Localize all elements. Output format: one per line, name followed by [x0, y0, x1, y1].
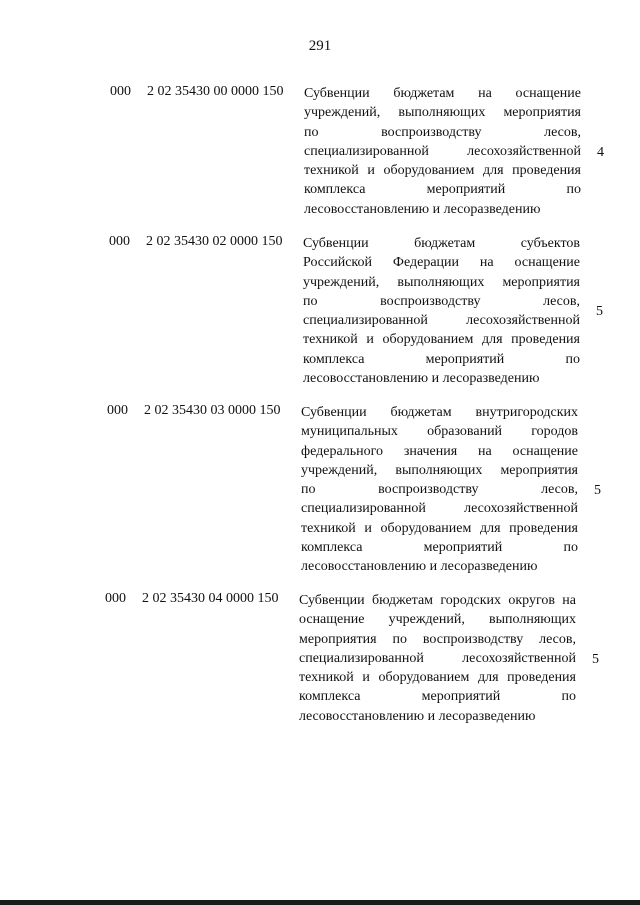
description-line: комплекса мероприятий по — [303, 351, 580, 367]
classification-code: 2 02 35430 00 0000 150 — [147, 84, 284, 99]
description-line: муниципальных образований городов — [301, 424, 578, 440]
description-line: оснащение учреждений, выполняющих — [299, 612, 576, 628]
row-description — [303, 234, 580, 388]
description-line: комплекса мероприятий по — [299, 689, 576, 705]
description-line: Субвенции бюджетам на оснащение — [304, 86, 581, 101]
page-number: 291 — [308, 38, 332, 54]
row-value: 5 — [594, 483, 601, 498]
description-line: федерального значения на оснащение — [301, 443, 578, 459]
description-line: мероприятия по воспроизводству лесов, — [299, 631, 576, 647]
classification-code: 2 02 35430 02 0000 150 — [146, 234, 283, 249]
description-line: специализированной лесохозяйственной — [303, 313, 580, 329]
description-line: специализированной лесохозяйственной — [301, 501, 578, 517]
description-line: Субвенции бюджетам городских округов на — [299, 593, 576, 608]
description-line: учреждений, выполняющих мероприятия — [301, 462, 578, 478]
description-line: лесовосстановлению и лесоразведению — [299, 708, 536, 724]
description-line: Субвенции бюджетам субъектов — [303, 236, 580, 251]
description-line: Субвенции бюджетам внутригородских — [301, 405, 578, 420]
classification-code: 2 02 35430 04 0000 150 — [142, 591, 279, 606]
description-line: лесовосстановлению и лесоразведению — [304, 201, 541, 217]
description-line: специализированной лесохозяйственной — [304, 143, 581, 159]
description-line: техникой и оборудованием для проведения — [299, 670, 576, 686]
row-value: 5 — [596, 304, 603, 319]
description-line: по воспроизводству лесов, — [301, 482, 578, 498]
description-line: техникой и оборудованием для проведения — [304, 163, 581, 179]
admin-code: 000 — [109, 234, 130, 249]
description-line: техникой и оборудованием для проведения — [303, 332, 580, 348]
description-line: по воспроизводству лесов, — [304, 124, 581, 140]
row-description — [304, 84, 581, 219]
description-line: Российской Федерации на оснащение — [303, 255, 580, 271]
admin-code: 000 — [107, 403, 128, 418]
classification-code: 2 02 35430 03 0000 150 — [144, 403, 281, 418]
description-line: учреждений, выполняющих мероприятия — [303, 274, 580, 290]
description-line: техникой и оборудованием для проведения — [301, 520, 578, 536]
description-line: специализированной лесохозяйственной — [299, 650, 576, 666]
admin-code: 000 — [110, 84, 131, 99]
row-value: 5 — [592, 652, 599, 667]
description-line: по воспроизводству лесов, — [303, 293, 580, 309]
row-description — [301, 403, 578, 577]
row-description — [299, 591, 576, 726]
scan-bottom-edge — [0, 900, 640, 905]
description-line: комплекса мероприятий по — [301, 540, 578, 556]
description-line: лесовосстановлению и лесоразведению — [301, 559, 538, 575]
description-line: лесовосстановлению и лесоразведению — [303, 371, 540, 387]
row-value: 4 — [597, 145, 604, 160]
description-line: учреждений, выполняющих мероприятия — [304, 105, 581, 121]
admin-code: 000 — [105, 591, 126, 606]
description-line: комплекса мероприятий по — [304, 182, 581, 198]
